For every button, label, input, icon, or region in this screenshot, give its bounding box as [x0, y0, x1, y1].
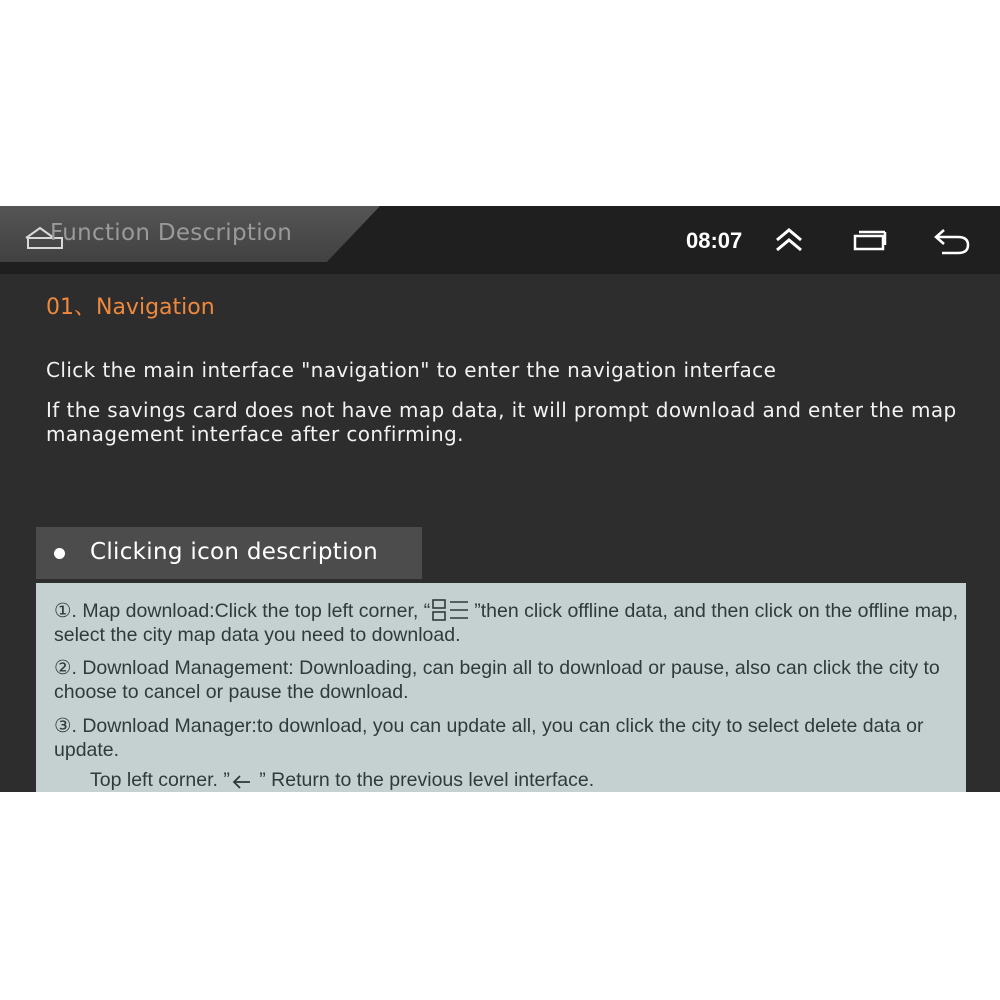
left-arrow-icon: [232, 774, 252, 790]
content-area: [0, 274, 1000, 792]
device-screen: [0, 206, 1000, 792]
top-bar: [0, 206, 1000, 274]
item-text-after: ”then click offline data, and then click on the offline map, select the city map data you need to download.: [54, 600, 959, 646]
item-text-before: Map download:Click the top left corner, “: [76, 600, 431, 622]
item-text-before: Top left corner. ”: [90, 769, 230, 791]
back-icon[interactable]: [932, 226, 972, 256]
item-text: Download Management: Downloading, can begin all to download or pause, also can click the city to choose to cancel or pause the download.: [54, 657, 940, 703]
bullet-header: [36, 527, 422, 579]
item-text: Download Manager:to download, you can update all, you can click the city to select delete data or update.: [54, 715, 924, 761]
bullet-dot-icon: [54, 548, 65, 559]
bullet-label: Clicking icon description: [90, 539, 379, 565]
item-number: ③.: [54, 715, 77, 737]
list-menu-icon: [432, 599, 472, 621]
paragraph-1: Click the main interface "navigation" to enter the navigation interface: [46, 358, 777, 382]
paragraph-2: If the savings card does not have map data, it will prompt download and enter the map management interface after confirming.: [46, 398, 957, 446]
description-box: [36, 583, 966, 792]
item-number: ①.: [54, 600, 77, 622]
description-item-4: [90, 768, 995, 792]
clock: 08:07: [686, 228, 743, 253]
description-item-1: [54, 599, 959, 647]
description-item-3: [54, 714, 959, 762]
item-number: ②.: [54, 657, 77, 679]
recent-apps-icon[interactable]: [852, 226, 888, 254]
section-title: 01、Navigation: [46, 295, 215, 320]
item-text-after: ” Return to the previous level interface.: [253, 769, 595, 791]
page-title: Function Description: [50, 220, 293, 246]
double-chevron-up-icon[interactable]: [774, 226, 804, 254]
description-item-2: [54, 656, 959, 704]
